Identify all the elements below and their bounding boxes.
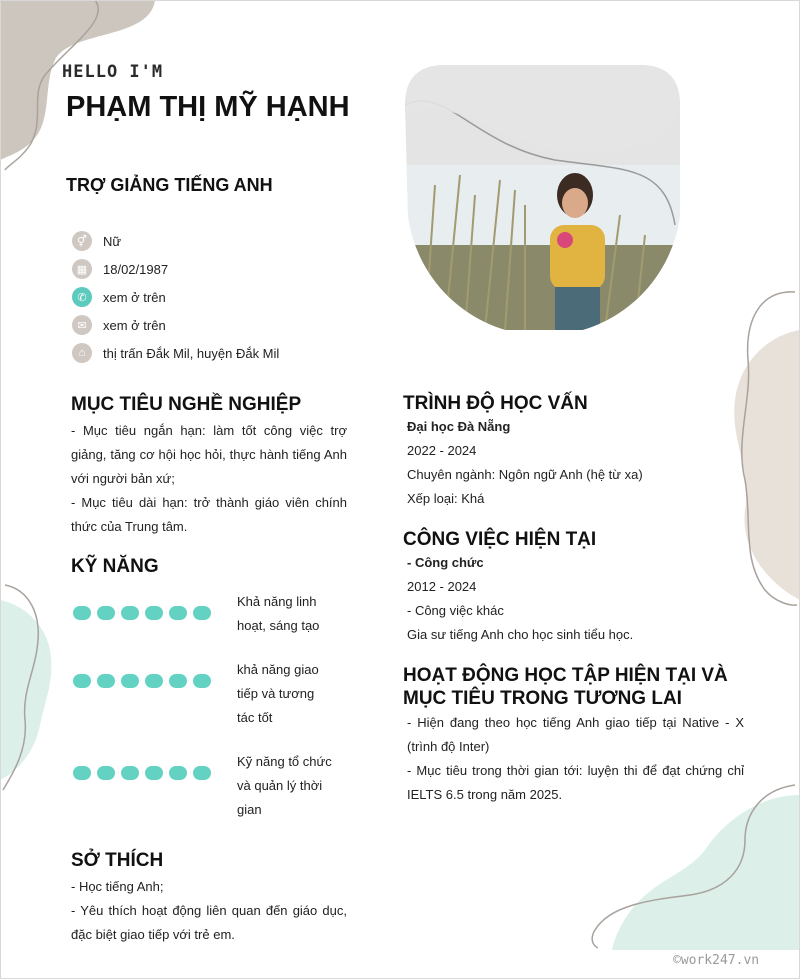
objective-text <box>71 419 347 539</box>
rating-dot <box>121 674 139 688</box>
rating-dot <box>97 766 115 780</box>
rating-dot <box>97 674 115 688</box>
work-position: - Công chức <box>407 555 484 570</box>
gender-icon: ⚥ <box>72 231 92 251</box>
activity-text <box>407 711 744 807</box>
hello-text: HELLO I'M <box>62 62 164 82</box>
skills-title: KỸ NĂNG <box>71 556 159 577</box>
personal-info <box>72 227 279 367</box>
work-years: 2012 - 2024 <box>407 579 477 594</box>
gender-value: Nữ <box>103 233 122 249</box>
cake-icon: ▦ <box>72 259 92 279</box>
rating-dot <box>193 766 211 780</box>
mail-icon: ✉ <box>72 315 92 335</box>
skill-rating-3 <box>73 766 211 780</box>
info-email <box>72 311 279 339</box>
skill-label-2: khả năng giao tiếp và tương tác tốt <box>237 662 319 725</box>
rating-dot <box>73 606 91 620</box>
education-grade: Xếp loại: Khá <box>407 491 485 506</box>
watermark: ©work247.vn <box>673 953 760 968</box>
education-major: Chuyên ngành: Ngôn ngữ Anh (hệ từ xa) <box>407 467 643 482</box>
rating-dot <box>97 606 115 620</box>
rating-dot <box>145 606 163 620</box>
rating-dot <box>145 674 163 688</box>
hobbies-text <box>71 875 347 947</box>
skill-label-1: Khả năng linh hoạt, sáng tạo <box>237 594 320 633</box>
work-description: Gia sư tiếng Anh cho học sinh tiểu học. <box>407 627 634 642</box>
rating-dot <box>169 766 187 780</box>
education-school: Đại học Đà Nẵng <box>407 419 511 434</box>
rating-dot <box>193 606 211 620</box>
skill-label-3: Kỹ năng tổ chức và quản lý thời gian <box>237 754 332 817</box>
candidate-name: PHẠM THỊ MỸ HẠNH <box>66 91 350 123</box>
candidate-role: TRỢ GIẢNG TIẾNG ANH <box>66 175 273 195</box>
profile-photo <box>405 65 680 330</box>
home-icon: ⌂ <box>72 343 92 363</box>
rating-dot <box>121 606 139 620</box>
education-title: TRÌNH ĐỘ HỌC VẤN <box>403 393 588 414</box>
rating-dot <box>73 674 91 688</box>
address-value: thị trấn Đắk Mil, huyện Đắk Mil <box>103 345 280 361</box>
phone-icon: ✆ <box>72 287 92 307</box>
activity-line-2: - Mục tiêu trong thời gian tới: luyện thi để đạt chứng chỉ IELTS 6.5 trong năm 2025. <box>407 763 744 802</box>
info-gender <box>72 227 279 255</box>
phone-value: xem ở trên <box>103 289 166 305</box>
education-years: 2022 - 2024 <box>407 443 477 458</box>
email-value: xem ở trên <box>103 317 166 333</box>
rating-dot <box>169 674 187 688</box>
rating-dot <box>193 674 211 688</box>
rating-dot <box>145 766 163 780</box>
work-title: CÔNG VIỆC HIỆN TẠI <box>403 529 597 550</box>
hobby-line-1: - Học tiếng Anh; <box>71 879 164 894</box>
rating-dot <box>73 766 91 780</box>
activity-line-1: - Hiện đang theo học tiếng Anh giao tiếp tại Native - X (trình độ Inter) <box>407 715 744 754</box>
work-other: - Công việc khác <box>407 603 504 618</box>
rating-dot <box>169 606 187 620</box>
activity-title: HOẠT ĐỘNG HỌC TẬP HIỆN TẠI VÀ MỤC TIÊU TRONG TƯƠNG LAI <box>403 665 728 709</box>
work-details <box>407 551 633 647</box>
rating-dot <box>121 766 139 780</box>
skill-rating-1 <box>73 606 211 620</box>
info-phone <box>72 283 279 311</box>
info-address <box>72 339 279 367</box>
info-birthday <box>72 255 279 283</box>
education-details <box>407 415 643 511</box>
skill-rating-2 <box>73 674 211 688</box>
hobby-line-2: - Yêu thích hoạt động liên quan đến giáo dục, đặc biệt giao tiếp với trẻ em. <box>71 903 347 942</box>
birthday-value: 18/02/1987 <box>103 261 169 277</box>
objective-title: MỤC TIÊU NGHỀ NGHIỆP <box>71 394 302 415</box>
objective-long-term: - Mục tiêu dài hạn: trở thành giáo viên chính thức của Trung tâm. <box>71 495 347 534</box>
objective-short-term: - Mục tiêu ngắn hạn: làm tốt công việc trợ giảng, tăng cơ hội học hỏi, thực hành tiếng Anh với người bản xứ; <box>71 423 347 486</box>
hobbies-title: SỞ THÍCH <box>71 850 164 871</box>
